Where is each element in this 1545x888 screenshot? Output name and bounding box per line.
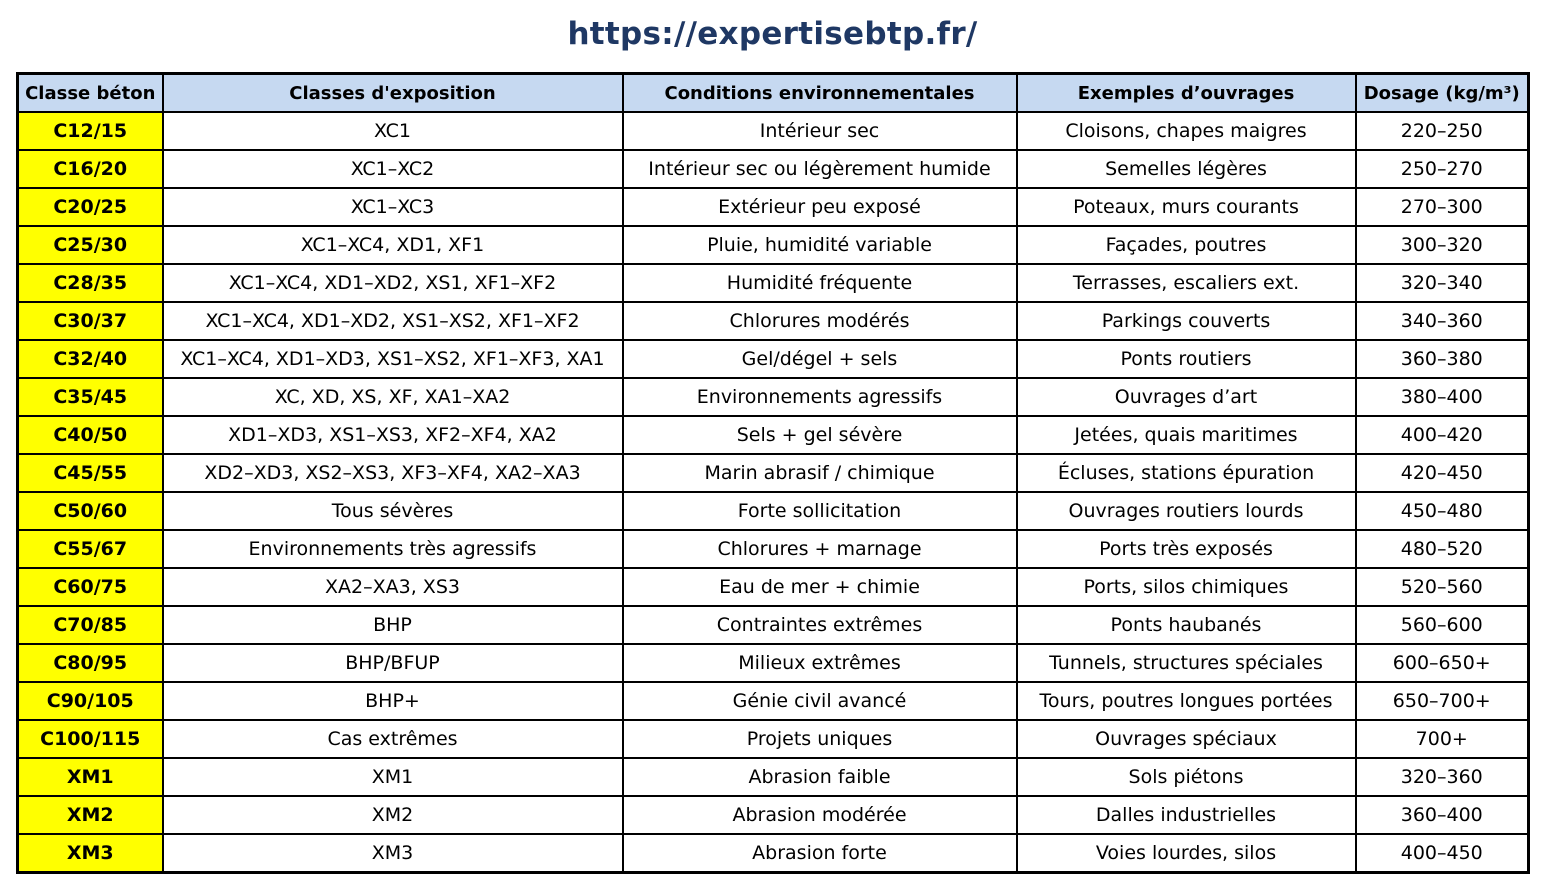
cell-exemples-ouvrages: Tunnels, structures spéciales [1017, 644, 1356, 682]
cell-classes-exposition: XM2 [163, 796, 623, 834]
site-url-title: https://expertisebtp.fr/ [567, 16, 978, 52]
cell-conditions-environnementales: Pluie, humidité variable [623, 226, 1017, 264]
cell-classe-beton: C90/105 [18, 682, 163, 720]
table-row [18, 416, 1529, 454]
cell-exemples-ouvrages: Ports très exposés [1017, 530, 1356, 568]
table-row [18, 644, 1529, 682]
cell-exemples-ouvrages: Ouvrages d’art [1017, 378, 1356, 416]
cell-conditions-environnementales: Abrasion forte [623, 834, 1017, 873]
cell-conditions-environnementales: Abrasion modérée [623, 796, 1017, 834]
cell-dosage: 400–420 [1356, 416, 1529, 454]
cell-conditions-environnementales: Intérieur sec [623, 112, 1017, 150]
cell-conditions-environnementales: Gel/dégel + sels [623, 340, 1017, 378]
cell-conditions-environnementales: Extérieur peu exposé [623, 188, 1017, 226]
cell-conditions-environnementales: Intérieur sec ou légèrement humide [623, 150, 1017, 188]
cell-exemples-ouvrages: Poteaux, murs courants [1017, 188, 1356, 226]
cell-conditions-environnementales: Chlorures + marnage [623, 530, 1017, 568]
header-classes-exposition: Classes d'exposition [163, 74, 623, 113]
cell-classes-exposition: Cas extrêmes [163, 720, 623, 758]
header-classe-beton: Classe béton [18, 74, 163, 113]
cell-dosage: 220–250 [1356, 112, 1529, 150]
cell-dosage: 340–360 [1356, 302, 1529, 340]
cell-exemples-ouvrages: Ouvrages spéciaux [1017, 720, 1356, 758]
cell-classe-beton: C28/35 [18, 264, 163, 302]
table-row [18, 682, 1529, 720]
cell-classes-exposition: XD1–XD3, XS1–XS3, XF2–XF4, XA2 [163, 416, 623, 454]
cell-exemples-ouvrages: Ponts haubanés [1017, 606, 1356, 644]
cell-exemples-ouvrages: Ponts routiers [1017, 340, 1356, 378]
cell-dosage: 400–450 [1356, 834, 1529, 873]
table-row [18, 150, 1529, 188]
cell-conditions-environnementales: Abrasion faible [623, 758, 1017, 796]
table-row [18, 606, 1529, 644]
cell-dosage: 360–400 [1356, 796, 1529, 834]
table-row [18, 720, 1529, 758]
cell-conditions-environnementales: Génie civil avancé [623, 682, 1017, 720]
cell-dosage: 360–380 [1356, 340, 1529, 378]
cell-classe-beton: C100/115 [18, 720, 163, 758]
cell-classe-beton: C60/75 [18, 568, 163, 606]
cell-dosage: 420–450 [1356, 454, 1529, 492]
table-body [18, 112, 1529, 873]
table-row [18, 378, 1529, 416]
cell-exemples-ouvrages: Sols piétons [1017, 758, 1356, 796]
cell-dosage: 600–650+ [1356, 644, 1529, 682]
cell-exemples-ouvrages: Parkings couverts [1017, 302, 1356, 340]
cell-exemples-ouvrages: Façades, poutres [1017, 226, 1356, 264]
cell-classes-exposition: XD2–XD3, XS2–XS3, XF3–XF4, XA2–XA3 [163, 454, 623, 492]
cell-dosage: 450–480 [1356, 492, 1529, 530]
cell-dosage: 320–340 [1356, 264, 1529, 302]
cell-dosage: 650–700+ [1356, 682, 1529, 720]
cell-exemples-ouvrages: Semelles légères [1017, 150, 1356, 188]
cell-classes-exposition: BHP [163, 606, 623, 644]
cell-classes-exposition: XC1–XC4, XD1–XD2, XS1–XS2, XF1–XF2 [163, 302, 623, 340]
cell-conditions-environnementales: Eau de mer + chimie [623, 568, 1017, 606]
table-row [18, 758, 1529, 796]
cell-dosage: 270–300 [1356, 188, 1529, 226]
table-row [18, 188, 1529, 226]
cell-exemples-ouvrages: Cloisons, chapes maigres [1017, 112, 1356, 150]
table-row [18, 112, 1529, 150]
cell-exemples-ouvrages: Terrasses, escaliers ext. [1017, 264, 1356, 302]
cell-conditions-environnementales: Humidité fréquente [623, 264, 1017, 302]
cell-conditions-environnementales: Milieux extrêmes [623, 644, 1017, 682]
cell-classe-beton: XM1 [18, 758, 163, 796]
cell-classes-exposition: XC1 [163, 112, 623, 150]
cell-classe-beton: C20/25 [18, 188, 163, 226]
cell-classe-beton: C16/20 [18, 150, 163, 188]
cell-classe-beton: C35/45 [18, 378, 163, 416]
cell-conditions-environnementales: Environnements agressifs [623, 378, 1017, 416]
header-dosage: Dosage (kg/m³) [1356, 74, 1529, 113]
cell-conditions-environnementales: Chlorures modérés [623, 302, 1017, 340]
table-row [18, 264, 1529, 302]
cell-exemples-ouvrages: Voies lourdes, silos [1017, 834, 1356, 873]
cell-dosage: 480–520 [1356, 530, 1529, 568]
cell-classes-exposition: XA2–XA3, XS3 [163, 568, 623, 606]
cell-exemples-ouvrages: Ports, silos chimiques [1017, 568, 1356, 606]
cell-exemples-ouvrages: Ouvrages routiers lourds [1017, 492, 1356, 530]
cell-exemples-ouvrages: Jetées, quais maritimes [1017, 416, 1356, 454]
cell-conditions-environnementales: Marin abrasif / chimique [623, 454, 1017, 492]
cell-classe-beton: C80/95 [18, 644, 163, 682]
cell-classes-exposition: Environnements très agressifs [163, 530, 623, 568]
cell-dosage: 520–560 [1356, 568, 1529, 606]
cell-classes-exposition: XC1–XC4, XD1–XD3, XS1–XS2, XF1–XF3, XA1 [163, 340, 623, 378]
concrete-classes-table [16, 72, 1530, 874]
table-row [18, 796, 1529, 834]
cell-exemples-ouvrages: Dalles industrielles [1017, 796, 1356, 834]
table-row [18, 492, 1529, 530]
cell-classe-beton: C50/60 [18, 492, 163, 530]
cell-dosage: 700+ [1356, 720, 1529, 758]
cell-dosage: 300–320 [1356, 226, 1529, 264]
table-row [18, 340, 1529, 378]
cell-exemples-ouvrages: Écluses, stations épuration [1017, 454, 1356, 492]
header-conditions-environnementales: Conditions environnementales [623, 74, 1017, 113]
cell-classe-beton: C55/67 [18, 530, 163, 568]
cell-conditions-environnementales: Forte sollicitation [623, 492, 1017, 530]
cell-classes-exposition: XC1–XC3 [163, 188, 623, 226]
cell-classes-exposition: XC1–XC2 [163, 150, 623, 188]
cell-classe-beton: C25/30 [18, 226, 163, 264]
cell-dosage: 320–360 [1356, 758, 1529, 796]
table-row [18, 226, 1529, 264]
cell-classe-beton: C32/40 [18, 340, 163, 378]
cell-dosage: 380–400 [1356, 378, 1529, 416]
cell-classes-exposition: BHP/BFUP [163, 644, 623, 682]
table-row [18, 568, 1529, 606]
table-row [18, 530, 1529, 568]
table-row [18, 834, 1529, 873]
cell-classes-exposition: XM1 [163, 758, 623, 796]
cell-conditions-environnementales: Projets uniques [623, 720, 1017, 758]
cell-classe-beton: XM2 [18, 796, 163, 834]
cell-classes-exposition: XC, XD, XS, XF, XA1–XA2 [163, 378, 623, 416]
cell-classes-exposition: XM3 [163, 834, 623, 873]
table-row [18, 454, 1529, 492]
cell-classe-beton: C12/15 [18, 112, 163, 150]
cell-classes-exposition: BHP+ [163, 682, 623, 720]
cell-exemples-ouvrages: Tours, poutres longues portées [1017, 682, 1356, 720]
table-header-row [18, 74, 1529, 113]
cell-conditions-environnementales: Sels + gel sévère [623, 416, 1017, 454]
cell-classe-beton: C45/55 [18, 454, 163, 492]
cell-classes-exposition: XC1–XC4, XD1, XF1 [163, 226, 623, 264]
cell-dosage: 560–600 [1356, 606, 1529, 644]
cell-classes-exposition: Tous sévères [163, 492, 623, 530]
cell-dosage: 250–270 [1356, 150, 1529, 188]
cell-classes-exposition: XC1–XC4, XD1–XD2, XS1, XF1–XF2 [163, 264, 623, 302]
cell-classe-beton: C30/37 [18, 302, 163, 340]
cell-conditions-environnementales: Contraintes extrêmes [623, 606, 1017, 644]
cell-classe-beton: C70/85 [18, 606, 163, 644]
cell-classe-beton: XM3 [18, 834, 163, 873]
table-row [18, 302, 1529, 340]
header-exemples-ouvrages: Exemples d’ouvrages [1017, 74, 1356, 113]
cell-classe-beton: C40/50 [18, 416, 163, 454]
